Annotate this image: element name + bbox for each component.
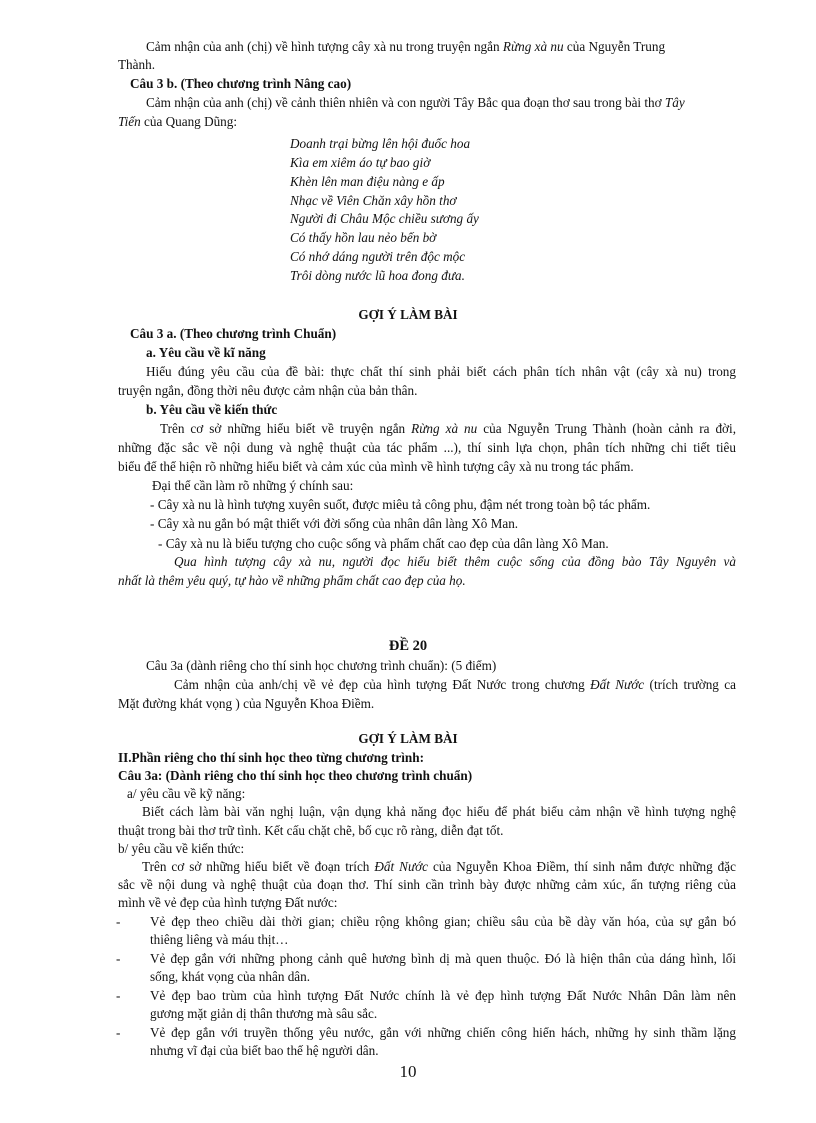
bullet-2-line-2: sống, khát vọng của nhân dân.: [150, 969, 311, 984]
bullet-dash: -: [116, 914, 121, 929]
guide-2-knowledge-line-1: Trên cơ sở những hiểu biết về đoạn trích Đất Nước của Nguyễn Khoa Điềm, thí sinh nắm được những đặc: [142, 859, 736, 874]
guide-1-knowledge-line-4: Đại thể cần làm rõ những ý chính sau:: [152, 478, 354, 493]
bullet-4-line-1: Vẻ đẹp gắn với truyền thống yêu nước, gắn với những chiến công hiển hách, những hy sinh thầm lặng: [150, 1025, 736, 1040]
guide-2-skills-line-1: Biết cách làm bài văn nghị luận, vận dụng khả năng đọc hiểu để phát biểu cảm nhận về hình tượng nghệ: [142, 804, 736, 819]
q3a-prompt-line-2: Thành.: [118, 57, 155, 72]
poem-line: Kìa em xiêm áo tự bao giờ: [290, 155, 431, 170]
guide-2-knowledge-heading: b/ yêu cầu về kiến thức:: [118, 841, 245, 856]
poem-line: Người đi Châu Mộc chiều sương ấy: [290, 211, 479, 226]
poem-line: Trôi dòng nước lũ hoa đong đưa.: [290, 268, 465, 283]
guide-1-q3a-heading: Câu 3 a. (Theo chương trình Chuẩn): [130, 326, 337, 341]
guide-1-skills-line-2: truyện ngắn, đồng thời nêu được cảm nhận của bản thân.: [118, 383, 418, 398]
guide-1-point-2: - Cây xà nu gắn bó mật thiết với đời sống của nhân dân làng Xô Man.: [150, 516, 519, 531]
guide-2-title: GỢI Ý LÀM BÀI: [358, 731, 458, 746]
bullet-1-line-2: thiêng liêng và máu thịt…: [150, 932, 289, 947]
guide-1-knowledge-line-1: Trên cơ sở những hiểu biết về truyện ngắn Rừng xà nu của Nguyễn Trung Thành (hoàn cảnh ra đời,: [160, 421, 736, 436]
guide-1-knowledge-heading: b. Yêu cầu về kiến thức: [146, 402, 278, 417]
bullet-dash: -: [116, 988, 121, 1003]
guide-2-skills-heading: a/ yêu cầu về kỹ năng:: [127, 786, 246, 801]
guide-2-skills-line-2: thuật trong bài thơ trữ tình. Kết cấu chặt chẽ, bố cục rõ ràng, diễn đạt tốt.: [118, 823, 504, 838]
q3b-heading: Câu 3 b. (Theo chương trình Nâng cao): [130, 76, 352, 91]
guide-1-point-1: - Cây xà nu là hình tượng xuyên suốt, được miêu tả công phu, đậm nét trong toàn bộ tác phẩm.: [150, 497, 651, 512]
bullet-3-line-1: Vẻ đẹp bao trùm của hình tượng Đất Nước chính là vẻ đẹp hình tượng Đất Nước Nhân Dân làm nên: [150, 988, 736, 1003]
poem-line: Có nhớ dáng người trên độc mộc: [290, 249, 466, 264]
guide-1-skills-line-1: Hiểu đúng yêu cầu của đề bài: thực chất thí sinh phải biết cách phân tích nhân vật (cây xà nu) trong: [146, 364, 736, 379]
exam-20-line-1: Câu 3a (dành riêng cho thí sinh học chương trình chuẩn): (5 điểm): [146, 658, 497, 673]
guide-2-part-heading: II.Phần riêng cho thí sinh học theo từng chương trình:: [118, 750, 424, 765]
bullet-2-line-1: Vẻ đẹp gắn với những phong cảnh quê hương bình dị mà quen thuộc. Đó là hiện thân của dáng hình, lối: [150, 951, 736, 966]
q3b-prompt-line-1: Cảm nhận của anh (chị) về cảnh thiên nhiên và con người Tây Bắc qua đoạn thơ sau trong bài thơ Tây: [146, 95, 685, 110]
bullet-4-line-2: nhưng vĩ đại của biết bao thế hệ người dân.: [150, 1043, 379, 1058]
guide-1-conclusion-line-2: nhất là thêm yêu quý, tự hào về những phẩm chất cao đẹp của họ.: [118, 573, 466, 588]
exam-20-title: ĐỀ 20: [388, 638, 428, 654]
bullet-1-line-1: Vẻ đẹp theo chiều dài thời gian; chiều rộng không gian; chiều sâu của bề dày văn hóa, của sự gắn bó: [150, 914, 736, 929]
poem-line: Có thấy hồn lau nẻo bến bờ: [290, 230, 437, 245]
guide-1-point-3: - Cây xà nu là biểu tượng cho cuộc sống và phẩm chất cao đẹp của dân làng Xô Man.: [158, 536, 609, 551]
page-number: 10: [399, 1062, 417, 1081]
exam-20-line-2: Cảm nhận của anh/chị về vẻ đẹp của hình tượng Đất Nước trong chương Đất Nước (trích trường ca: [174, 677, 736, 692]
guide-1-skills-heading: a. Yêu cầu về kĩ năng: [146, 345, 266, 360]
guide-1-title: GỢI Ý LÀM BÀI: [358, 307, 458, 322]
poem-line: Nhạc về Viên Chăn xây hồn thơ: [290, 193, 457, 208]
bullet-dash: -: [116, 951, 121, 966]
exam-20-line-3: Mặt đường khát vọng ) của Nguyễn Khoa Điềm.: [118, 696, 375, 711]
q3b-prompt-line-2: Tiến của Quang Dũng:: [118, 114, 238, 129]
guide-1-knowledge-line-2: những đặc sắc về nội dung và nghệ thuật của tác phẩm ...), thí sinh lựa chọn, phân tích những chi tiết tiêu: [118, 440, 736, 455]
guide-1-conclusion-line-1: Qua hình tượng cây xà nu, người đọc hiểu biết thêm cuộc sống của đồng bào Tây Nguyên và: [174, 554, 736, 569]
guide-2-knowledge-line-2: sắc về nội dung và nghệ thuật của đoạn thơ. Thí sinh cần trình bày được những cảm xúc, ấn tượng riêng của: [118, 877, 736, 892]
guide-2-q3a-heading: Câu 3a: (Dành riêng cho thí sinh học theo chương trình chuẩn): [118, 768, 473, 783]
poem-line: Khèn lên man điệu nàng e ấp: [290, 174, 445, 189]
guide-1-knowledge-line-3: biểu để thể hiện rõ những hiểu biết và cảm xúc của mình về hình tượng cây xà nu trong tác phẩm.: [118, 459, 634, 474]
bullet-3-line-2: gương mặt giản dị thân thương mà sâu sắc.: [150, 1006, 378, 1021]
bullet-dash: -: [116, 1025, 121, 1040]
guide-2-knowledge-line-3: mình về vẻ đẹp của hình tượng Đất nước:: [118, 895, 338, 910]
poem-line: Doanh trại bừng lên hội đuốc hoa: [290, 136, 471, 151]
q3a-prompt-line-1: Cảm nhận của anh (chị) về hình tượng cây xà nu trong truyện ngắn Rừng xà nu của Nguyễn Trung: [146, 39, 666, 54]
